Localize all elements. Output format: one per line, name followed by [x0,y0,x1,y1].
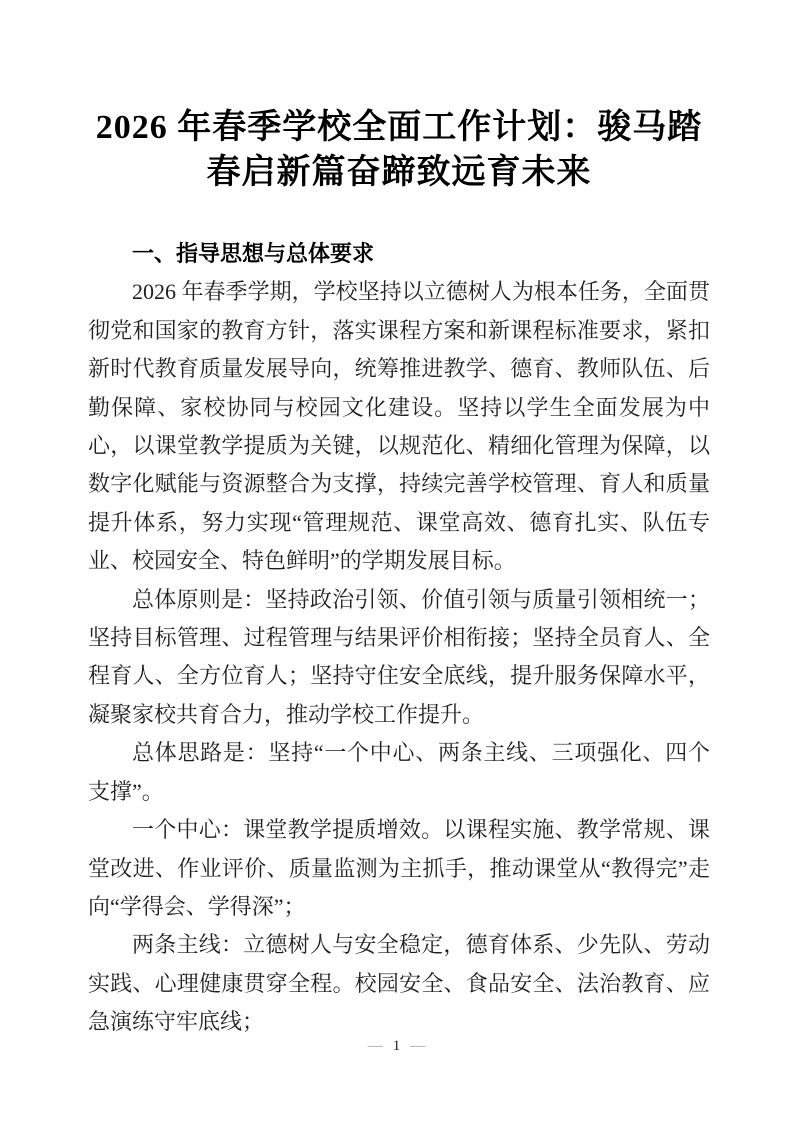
paragraph-guiding-ideology: 2026 年春季学期，学校坚持以立德树人为根本任务，全面贯彻党和国家的教育方针，落实课程方案和新课程标准要求，紧扣新时代教育质量发展导向，统筹推进教学、德育、教师队伍、后勤保障、家校协同与校园文化建设。坚持以学生全面发展为中心，以课堂教学提质为关键，以规范化、精细化管理为保障，以数字化赋能与资源整合为支撑，持续完善学校管理、育人和质量提升体系，努力实现“管理规范、课堂高效、德育扎实、队伍专业、校园安全、特色鲜明”的学期发展目标。 [88,279,710,574]
section-heading: 一、指导思想与总体要求 [132,241,375,266]
page-number: 1 [392,1038,401,1054]
footer-dash-left: — [367,1038,383,1054]
paragraph-one-center: 一个中心：课堂教学提质增效。以课程实施、教学常规、课堂改进、作业评价、质量监测为主抓手，推动课堂从“教得完”走向“学得会、学得深”； [88,817,710,919]
paragraph-overall-principles: 总体原则是：坚持政治引领、价值引领与质量引领相统一；坚持目标管理、过程管理与结果评价相衔接；坚持全员育人、全程育人、全方位育人；坚持守住安全底线，提升服务保障水平，凝聚家校共育合力，推动学校工作提升。 [88,586,710,727]
document-title: 2026 年春季学校全面工作计划：骏马踏春启新篇奋蹄致远育未来 [95,109,703,191]
page-footer [0,1036,793,1056]
footer-dash-right: — [410,1038,426,1054]
paragraph-overall-approach: 总体思路是：坚持“一个中心、两条主线、三项强化、四个支撑”。 [88,740,710,804]
paragraph-two-main-lines: 两条主线：立德树人与安全稳定，德育体系、少先队、劳动实践、心理健康贯穿全程。校园安全、食品安全、法治教育、应急演练守牢底线； [88,932,710,1035]
document-content [88,105,710,1042]
